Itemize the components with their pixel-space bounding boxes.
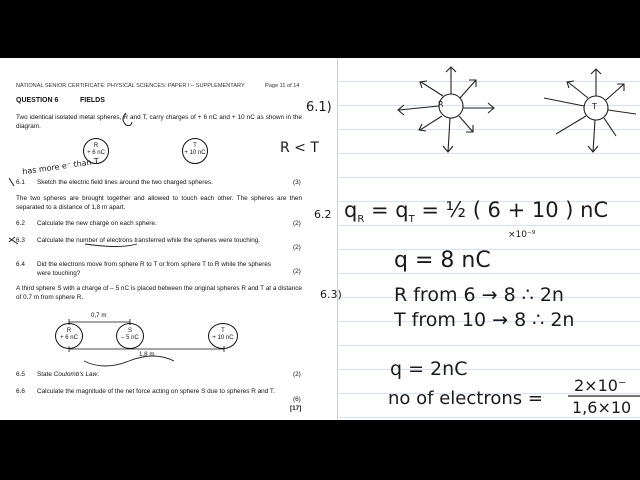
item-number: 6.1 (16, 179, 25, 186)
item-text-suffix: . (97, 371, 99, 378)
sphere-label: T (193, 143, 197, 149)
item-text-italic: Coulomb's Law (53, 371, 98, 378)
question-number: QUESTION 6 (16, 97, 59, 104)
eq1-lhs: q (344, 198, 358, 222)
item-number: 6.4 (16, 261, 25, 268)
bottom-black-bar (0, 420, 640, 480)
note-6-1: 6.1) (306, 100, 332, 115)
exponent-note: ×10⁻⁹ (508, 230, 536, 240)
pen-annotations-left (0, 58, 310, 420)
item-text: Sketch the electric field lines around the two charged spheres. (37, 179, 213, 186)
eq1-sub-t: T (408, 214, 415, 226)
item-number: 6.6 (16, 388, 25, 395)
sphere-label: T (221, 328, 225, 334)
sphere-charge: + 10 nC (212, 335, 234, 341)
item-text: Did the electrons move from sphere R to T or from sphere T to R while the spheres were touching? (37, 261, 271, 277)
item-marks: (2) (293, 220, 301, 227)
item-text: Calculate the new charge on each sphere. (37, 220, 157, 227)
sphere-charge: + 6 nC (87, 150, 105, 156)
item-text: Calculate the magnitude of the net force acting on sphere S due to spheres R and T. (37, 388, 275, 395)
third-sphere-paragraph: A third sphere S with a charge of – 5 nC is placed between the original spheres R and T at a distance of 0,7 m from sphere R. (16, 285, 302, 301)
sphere-label: S (127, 328, 132, 334)
page-header-left: NATIONAL SENIOR CERTIFICATE: PHYSICAL SCIENCES: PAPER I – SUPPLEMENTARY (16, 83, 245, 89)
touch-paragraph: The two spheres are brought together and allowed to touch each other. The spheres are then separated to a distance of 1,8 m apart. (16, 195, 302, 211)
item-text-prefix: State (37, 371, 54, 378)
top-black-bar (0, 0, 640, 58)
eq1-sub-r: R (357, 214, 365, 226)
note-6-3: 6.3) (320, 288, 342, 301)
line-t: T from 10 → 8 ∴ 2n (394, 309, 575, 331)
sphere-charge: + 6 nC (60, 335, 78, 341)
distance-rt-label: 1,8 m (139, 351, 155, 358)
eq2: q = 8 nC (394, 248, 491, 273)
q-2nc: q = 2nC (390, 358, 468, 380)
item-marks: (2) (293, 371, 301, 378)
total-marks: [17] (290, 405, 302, 412)
item-marks: (2) (293, 244, 301, 251)
document-view (0, 58, 640, 420)
item-marks: (2) (293, 268, 301, 275)
electrons-label: no of electrons = (388, 388, 543, 409)
note-r-less-t: R < T (280, 140, 319, 156)
note-6-2: 6.2 (314, 208, 332, 221)
sketch-label-t: T (592, 102, 597, 111)
sphere-label: R (93, 143, 99, 149)
item-marks: (3) (293, 179, 301, 186)
fraction-denominator: 1,6×10 (572, 398, 632, 417)
distance-rs-label: 0,7 m (91, 312, 107, 319)
handwritten-note: has more e⁻ than T (21, 156, 100, 177)
line-r: R from 6 → 8 ∴ 2n (394, 284, 564, 306)
item-number: 6.5 (16, 371, 25, 378)
sketch-label-r: R (438, 100, 444, 109)
item-number: 6.2 (16, 220, 25, 227)
sphere-charge: – 5 nC (121, 335, 139, 341)
exam-page (0, 58, 310, 420)
intro-paragraph: Two identical isolated metal spheres, R and T, carry charges of + 6 nC and + 10 nC as shown in the diagram. (16, 114, 302, 130)
item-text: Calculate the number of electrons transferred while the spheres were touching. (37, 237, 261, 244)
fraction-numerator: 2×10⁻ (574, 376, 627, 395)
eq1-rhs: = ½ ( 6 + 10 ) nC (421, 198, 609, 222)
item-marks: (6) (293, 396, 301, 403)
field-line-sketch (338, 58, 640, 420)
question-title: FIELDS (80, 97, 105, 104)
sphere-label: R (66, 328, 72, 334)
eq1 (344, 198, 608, 225)
page-number: Page 11 of 14 (265, 83, 300, 89)
sphere-charge: + 10 nC (184, 150, 206, 156)
eq1-mid: = q (370, 198, 409, 222)
item-number: 6.3 (16, 237, 25, 244)
